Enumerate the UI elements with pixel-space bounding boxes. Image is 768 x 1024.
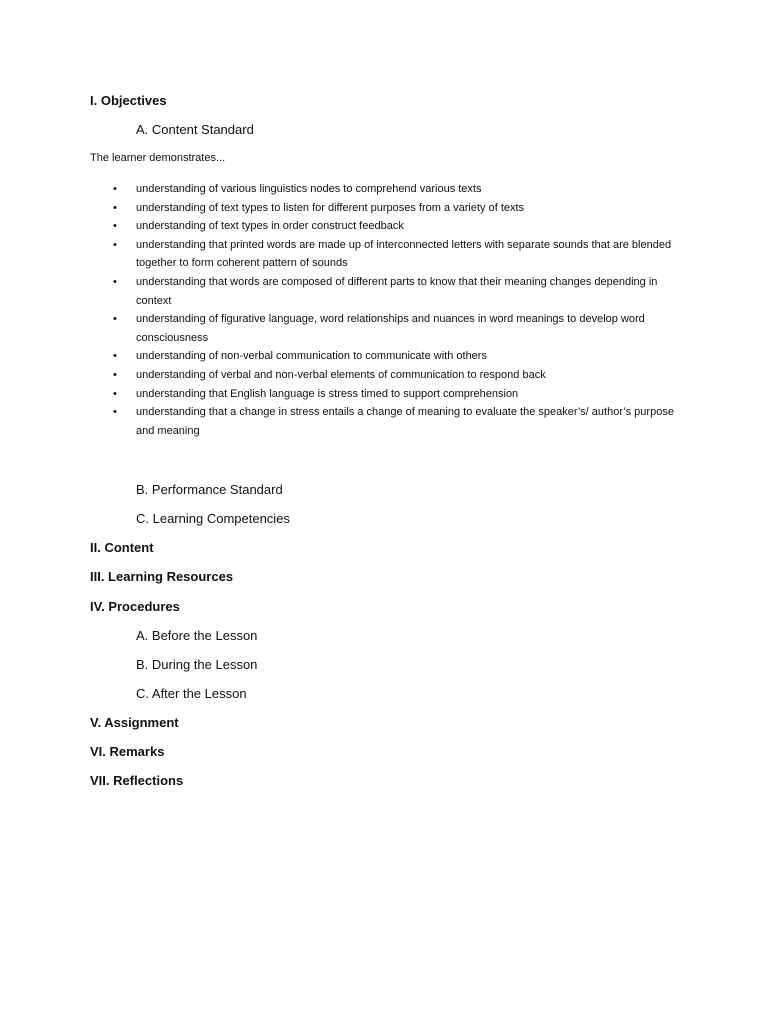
bullet-icon: •: [113, 368, 117, 381]
bullet-icon: •: [113, 313, 117, 326]
list-item-text: understanding of non-verbal communication to communicate with others: [136, 350, 487, 363]
content-heading: II. Content: [90, 540, 154, 555]
during-the-lesson-heading: B. During the Lesson: [136, 657, 258, 672]
bullet-icon: •: [113, 238, 117, 251]
list-item: [113, 180, 685, 199]
bullet-icon: •: [113, 387, 117, 400]
learner-demonstrates-intro: The learner demonstrates...: [90, 152, 226, 164]
bullet-icon: •: [113, 275, 117, 288]
list-item: [113, 366, 685, 385]
list-item: [113, 403, 685, 440]
list-item-text: understanding of verbal and non-verbal elements of communication to respond back: [136, 368, 546, 381]
procedures-heading: IV. Procedures: [90, 599, 180, 614]
list-item: [113, 217, 685, 236]
list-item-text: understanding that printed words are made up of interconnected letters with separate sounds that are blended together to form coherent pattern of sounds: [136, 238, 672, 270]
learning-resources-heading: III. Learning Resources: [90, 569, 234, 584]
bullet-icon: •: [113, 183, 117, 195]
remarks-heading: VI. Remarks: [90, 744, 165, 759]
bullet-icon: •: [113, 350, 117, 363]
list-item: [113, 385, 685, 404]
list-item: [113, 310, 685, 347]
content-standard-heading: A. Content Standard: [136, 122, 254, 137]
learning-competencies-heading: C. Learning Competencies: [136, 511, 290, 526]
list-item-text: understanding that English language is stress timed to support comprehension: [136, 387, 519, 400]
performance-standard-heading: B. Performance Standard: [136, 482, 283, 497]
after-the-lesson-heading: C. After the Lesson: [136, 686, 247, 701]
objectives-heading: I. Objectives: [90, 93, 167, 108]
bullet-icon: •: [113, 220, 117, 233]
list-item-text: understanding of various linguistics nodes to comprehend various texts: [136, 183, 482, 195]
before-the-lesson-heading: A. Before the Lesson: [136, 628, 258, 643]
bullet-icon: •: [113, 201, 117, 214]
list-item: [113, 347, 685, 366]
list-item-text: understanding of text types in order construct feedback: [136, 220, 404, 233]
bullet-icon: •: [113, 406, 117, 419]
list-item-text: understanding that words are composed of different parts to know that their meaning changes depending in context: [136, 275, 658, 307]
reflections-heading: VII. Reflections: [90, 773, 184, 788]
assignment-heading: V. Assignment: [90, 715, 179, 730]
content-standard-bullet-list: [113, 180, 685, 440]
list-item-text: understanding of text types to listen for different purposes from a variety of texts: [136, 201, 525, 214]
list-item: [113, 273, 685, 310]
list-item-text: understanding of figurative language, word relationships and nuances in word meanings to develop word consciousness: [136, 313, 645, 344]
list-item: [113, 236, 685, 273]
list-item: [113, 199, 685, 218]
list-item-text: understanding that a change in stress entails a change of meaning to evaluate the speaker’s/ author’s purpose and meaning: [136, 406, 674, 437]
